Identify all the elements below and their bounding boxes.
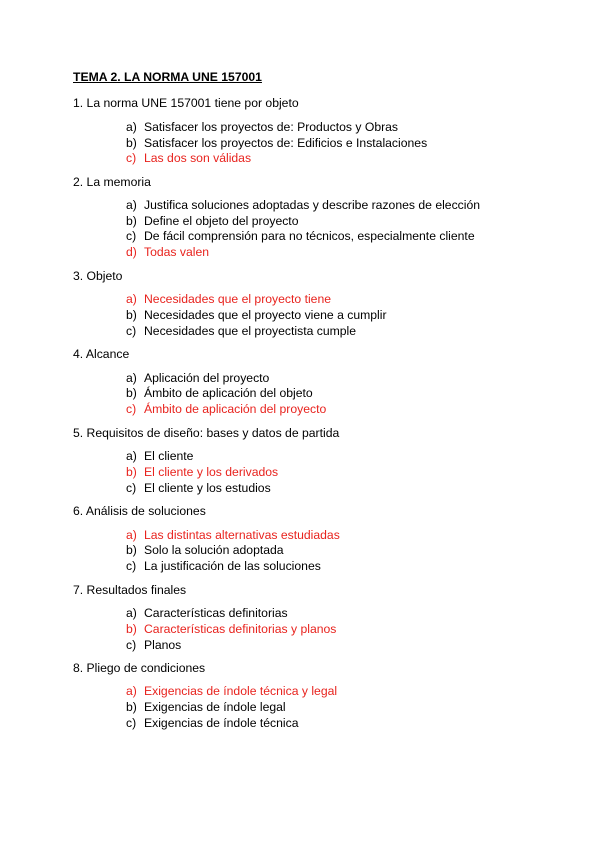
- option-text: Ámbito de aplicación del proyecto: [144, 402, 327, 416]
- option-letter: a): [126, 371, 137, 385]
- option-letter: a): [126, 120, 137, 134]
- option-correct: [126, 684, 337, 698]
- option-text: Todas valen: [144, 245, 210, 259]
- option-text: Las distintas alternativas estudiadas: [144, 528, 340, 542]
- question-3: 3. Objeto: [73, 269, 123, 283]
- option-text: Satisfacer los proyectos de: Edificios e Instalaciones: [144, 136, 428, 150]
- option: [126, 716, 298, 730]
- option: [126, 229, 475, 243]
- option-correct: [126, 402, 326, 416]
- option: [126, 371, 269, 385]
- option: [126, 308, 387, 322]
- option-correct: [126, 292, 331, 306]
- option-letter: a): [126, 606, 137, 620]
- option-letter: c): [126, 716, 137, 730]
- option: [126, 324, 356, 338]
- option-text: Las dos son válidas: [144, 151, 252, 165]
- option-letter: b): [126, 214, 137, 228]
- option-text: La justificación de las soluciones: [144, 559, 321, 573]
- question-6: 6. Análisis de soluciones: [73, 504, 206, 518]
- option: [126, 120, 398, 134]
- option-letter: d): [126, 245, 137, 259]
- option: [126, 543, 284, 557]
- option-text: Características definitorias: [144, 606, 288, 620]
- question-1: 1. La norma UNE 157001 tiene por objeto: [73, 96, 299, 110]
- option-letter: c): [126, 229, 137, 243]
- option-letter: b): [126, 700, 137, 714]
- option-text: Exigencias de índole técnica y legal: [144, 684, 338, 698]
- option: [126, 198, 480, 212]
- option-letter: a): [126, 528, 137, 542]
- option-letter: c): [126, 559, 137, 573]
- option-letter: b): [126, 136, 137, 150]
- question-4: 4. Alcance: [73, 347, 130, 361]
- page-title: TEMA 2. LA NORMA UNE 157001: [73, 70, 262, 84]
- option-text: Necesidades que el proyecto tiene: [144, 292, 331, 306]
- option: [126, 559, 321, 573]
- option-letter: b): [126, 308, 137, 322]
- option-letter: c): [126, 402, 137, 416]
- option-letter: a): [126, 684, 137, 698]
- option-text: El cliente y los estudios: [144, 481, 271, 495]
- option-text: Exigencias de índole técnica: [144, 716, 299, 730]
- option-correct: [126, 465, 278, 479]
- option-text: Necesidades que el proyectista cumple: [144, 324, 357, 338]
- option-text: Solo la solución adoptada: [144, 543, 284, 557]
- option-letter: b): [126, 465, 137, 479]
- option-letter: c): [126, 481, 137, 495]
- option-letter: c): [126, 151, 137, 165]
- option-text: Necesidades que el proyecto viene a cumplir: [144, 308, 387, 322]
- option-text: Define el objeto del proyecto: [144, 214, 299, 228]
- option-correct: [126, 151, 251, 165]
- option-letter: b): [126, 543, 137, 557]
- option: [126, 386, 313, 400]
- option-letter: a): [126, 292, 137, 306]
- option: [126, 700, 286, 714]
- question-8: 8. Pliego de condiciones: [73, 661, 206, 675]
- option-letter: b): [126, 386, 137, 400]
- option-text: El cliente: [144, 449, 194, 463]
- question-2: 2. La memoria: [73, 175, 151, 189]
- option: [126, 606, 288, 620]
- option: [126, 481, 271, 495]
- option-text: Características definitorias y planos: [144, 622, 337, 636]
- option-text: El cliente y los derivados: [144, 465, 279, 479]
- option-text: Ámbito de aplicación del objeto: [144, 386, 313, 400]
- option-text: Satisfacer los proyectos de: Productos y Obras: [144, 120, 399, 134]
- option-text: Aplicación del proyecto: [144, 371, 270, 385]
- option-text: Justifica soluciones adoptadas y describe razones de elección: [144, 198, 481, 212]
- question-7: 7. Resultados finales: [73, 583, 187, 597]
- question-5: 5. Requisitos de diseño: bases y datos de partida: [73, 426, 340, 440]
- option-correct: [126, 528, 340, 542]
- option: [126, 449, 193, 463]
- option-letter: b): [126, 622, 137, 636]
- option-letter: c): [126, 324, 137, 338]
- option-correct: [126, 622, 336, 636]
- option-text: De fácil comprensión para no técnicos, especialmente cliente: [144, 229, 475, 243]
- option-correct: [126, 245, 209, 259]
- option-letter: a): [126, 198, 137, 212]
- option: [126, 638, 181, 652]
- option-text: Exigencias de índole legal: [144, 700, 286, 714]
- option: [126, 136, 427, 150]
- option-text: Planos: [144, 638, 182, 652]
- option-letter: c): [126, 638, 137, 652]
- option: [126, 214, 298, 228]
- option-letter: a): [126, 449, 137, 463]
